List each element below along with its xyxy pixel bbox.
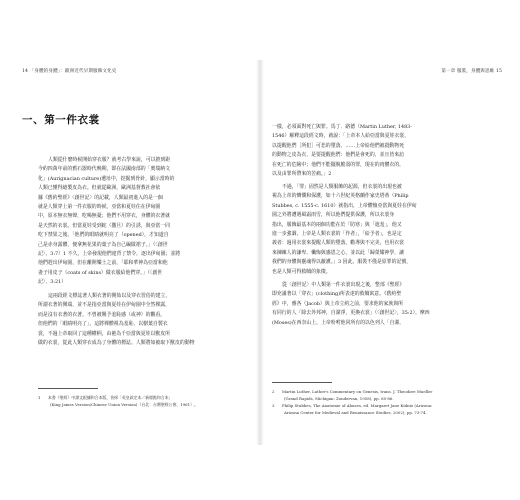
text-line: 來揀練人的謙卑、懺悔與感恩之心，並以此「歸榮耀神學，讓 [272, 249, 405, 256]
text-line: 經》中，雅各（Jacob）與上帝立約之前，要求他的家族與所 [272, 300, 404, 307]
book-gutter [256, 60, 264, 445]
text-line: 己是赤身露體，便拿無花果的葉子為自己編做裙子。」（〈創世 [38, 241, 168, 248]
left-footnotes [38, 394, 250, 408]
footnote-line [38, 394, 250, 401]
text-line: Stubbes, c. 1555-c. 1610）就指出，上帝體恤亞當與夏娃在伊甸 [272, 202, 417, 209]
left-running-head: 14 「身體的身體」：歐洲近代早期服飾文化史 [22, 69, 117, 74]
left-footnote-rule [38, 388, 98, 389]
right-page [266, 60, 512, 445]
text-line: 視為上帝的憐憫和保護，如十六世紀英格蘭作家史塔蒂（Philip [272, 193, 409, 200]
text-line: 進一步強調，上帝是人類衣裳的「作者」，「給予者」，也是定 [272, 231, 402, 238]
footnote-number: 3 [272, 403, 275, 408]
text-line: 也是人類可得救贖的象徵。 [272, 268, 331, 275]
text-line: 人類從什麼時候開始穿衣服？就考古學來說，可以推到距 [48, 157, 171, 163]
text-line: 這兩段經文標誌著人類衣著的開始以及穿衣習俗的建立， [48, 293, 171, 299]
left-paragraph-2 [38, 292, 250, 348]
text-line: 而是沒有衣著的衣著。不曾被賜予羞恥感（或神）的觀看。 [38, 311, 166, 318]
right-footnote-rule [272, 382, 332, 383]
text-line: 指出，服飾最基本的兩個功能在於「防寒」與「遮羞」，他又 [272, 221, 402, 228]
text-line: 所謂衣著的開端，並不是指亞當與夏娃在伊甸園中全然裸露， [38, 302, 171, 309]
text-line: 是天然的衣裳。但當夏娃受到蛇（撒旦）的引誘，與亞當一同 [38, 222, 171, 229]
footnote-line [272, 402, 498, 409]
text-line: 一樣，必須面對死亡與罪。馬丁．路德（Martin Luther, 1483- [272, 124, 412, 130]
text-line: 裳，不過上帝取回了這種權柄，由祂為千亞當與夏娃以獸皮所 [38, 330, 171, 337]
section-title: 一、第一件衣裳 [22, 114, 100, 126]
text-line: 不過，「罪」固然是人類服飾的起源，但衣裳的出現也被 [282, 184, 402, 190]
text-line: 即充滿著以「穿衣」(clothing)所表達的救贖寓意。《舊約聖 [272, 291, 402, 298]
footnote-text: (Grand Rapids, Michigan: Zondervan, 1958), pp. 85-86. [284, 396, 394, 401]
text-line: 化」(Aurignacian culture)遺址中，挖掘到骨針，顯示當時的 [38, 175, 175, 182]
right-paragraph-1 [272, 123, 498, 179]
text-line: 從〈創世記〉中人類第一件衣裳出現之後，整部《聖經》 [282, 282, 405, 288]
footnote-line [272, 409, 498, 416]
text-line: 記〉，3:21） [38, 279, 67, 286]
text-line: 以提醒他們［所犯］可悲的墮落，……上帝給他們被殺動物死 [272, 142, 405, 149]
text-line: 就是人類穿上第一件衣服的時候。亞當和夏娃住在伊甸園 [38, 204, 161, 211]
text-line: 有同行的人「除去外邦神，自潔淨，更換衣裳」（〈創世記〉，35:2）。摩西 [272, 310, 430, 317]
book-spread [0, 60, 520, 445]
text-line: 人類已懂得縫製皮為衣。但就從歐洲，歐洲基督教社會依 [38, 185, 161, 192]
text-line: 據《舊約聖經》〈創世記〉的記載，人類最初進入的是一個 [38, 194, 163, 201]
footnote-line [272, 395, 498, 402]
left-paragraph-1 [38, 156, 250, 288]
text-line: 在死亡的危險中；他們不能擺脫脆弱的罪，現在的肉體衣的， [272, 161, 405, 168]
text-line: 做的衣裳，從此人類穿衣成為了身體的標誌。人類將如被取下獸皮的動物 [38, 340, 195, 347]
text-line: 的動物之皮為衣，是要提醒他們：他們是會死的，並且皆來訪 [272, 152, 405, 159]
text-line: 他們趕出伊甸園，但在離開樂土之前，「耶和華神為亞當和他 [38, 260, 168, 267]
text-line: 1546）解釋這段經文時，就說：「上帝本人給亞當與夏娃衣裳， [272, 133, 410, 140]
footnote-text: 本書《聖經》中譯文根據和合本版，皆採「英皇欽定本／新標點和合本」 [48, 395, 173, 400]
footnote-text: Martin Luther, Luther's Commentary on Genesis, trans. J. Theodore Mueller [282, 389, 433, 394]
footnote-line [272, 388, 498, 395]
text-line: (Moses)在西奈山上，上帝吩咐他同所有的以色列人「自潔， [272, 319, 405, 326]
footnote-text: Philip Stubbes, The Anatomie of Abuses, ed. Margaret Jane Kidnie (Arizona: [282, 403, 433, 408]
right-footnotes [272, 388, 498, 416]
footnote-line [38, 401, 250, 408]
footnote-number: 1 [38, 395, 41, 400]
footnote-number: 2 [272, 389, 275, 394]
footnote-text: (King James Version/Chinese Union Version)（台北：台灣聖經公會，1961）。 [50, 402, 198, 407]
text-line: 今約四萬年前的舊石器時代晚期，即在法國南部的「奧瑞納文 [38, 166, 171, 173]
left-page [8, 60, 254, 445]
text-line: 以及由罪所帶來的苦痛。」2 [272, 171, 332, 178]
text-line: 我們的身體與靈魂得以蔽護。」3 因此，服裝不僅是原罪的記號， [272, 259, 412, 266]
text-line: 記〉，3:7）1 不久，上帝發現他們違背了禁令，逐出伊甸園；並將 [38, 251, 181, 258]
footnote-text: Arizona Center for Medieval and Renaissance Studies, 2002), pp. 73-74. [284, 410, 427, 415]
right-paragraph-2 [272, 183, 498, 277]
text-line: 中，原本無衣無聲，吃喝無憂；他們不用穿衣，身體的衣著就 [38, 213, 171, 220]
right-paragraph-3 [272, 281, 498, 328]
text-line: 吃下禁果之後，「他們的眼睛就明亮了（opened），才知道自 [38, 232, 169, 239]
text-line: 妻子用皮子（coats of skins）做衣服給他們穿。」（〈創世 [38, 269, 163, 276]
right-running-head: 第一章 服裝，身體與思維 15 [441, 69, 502, 74]
text-line: 但他們的「眼睛明亮了」，這將裸體視為羞恥，以樹葉自製衣 [38, 321, 168, 328]
text-line: 園之外將遭遇風霜雨雪，所以他們提供保護，所以衣裳身 [272, 212, 395, 219]
text-line: 義者：過用衣裳來提醒人類的墮落，勸導與不完美，也用衣裳 [272, 240, 405, 247]
